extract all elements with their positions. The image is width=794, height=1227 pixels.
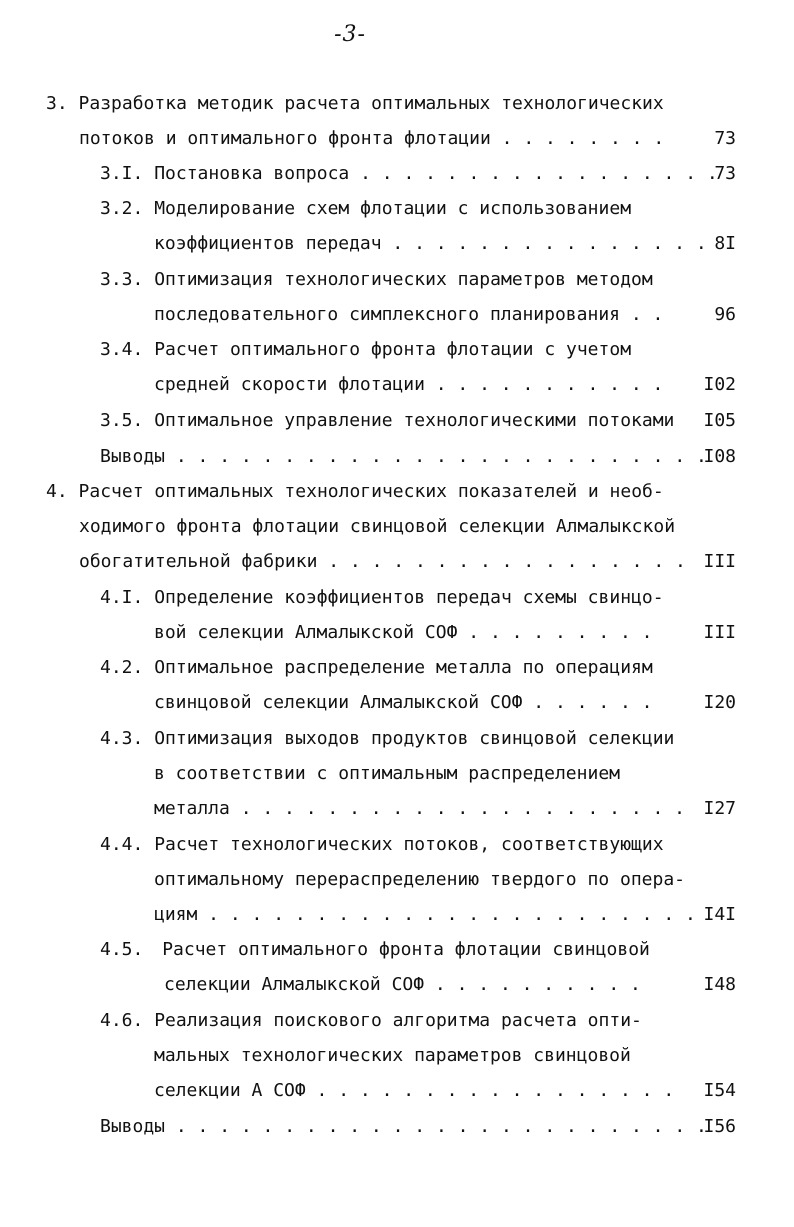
toc-entry-4-3-cont2: [154, 794, 736, 824]
toc-entry-3-5: [100, 406, 736, 436]
toc-entry-4-5: [100, 935, 736, 965]
toc-number: 3.2.: [100, 198, 144, 219]
toc-title-line: последовательного симплексного планирования . .: [154, 304, 664, 325]
toc-title-line: Реализация поискового алгоритма расчета опти-: [154, 1010, 642, 1031]
toc-entry-4-4-cont1: [154, 865, 736, 895]
toc-title-line: металла . . . . . . . . . . . . . . . . . . . . .: [154, 798, 686, 819]
toc-title-line: Выводы . . . . . . . . . . . . . . . . . . . . . . . . .: [100, 1116, 707, 1137]
toc-number: 4.4.: [100, 834, 144, 855]
toc-entry-4-6: [100, 1006, 736, 1036]
toc-page: I4I: [703, 904, 736, 925]
toc-title-line: вой селекции Алмалыкской СОФ . . . . . . . . .: [154, 622, 653, 643]
toc-entry-3-3-cont: [154, 300, 736, 330]
toc-title-line: средней скорости флотации . . . . . . . . . . .: [154, 374, 664, 395]
toc-entry-4-1-cont: [154, 618, 736, 648]
toc-number: 3.3.: [100, 269, 144, 290]
toc-title-line: селекции Алмалыкской СОФ . . . . . . . . . .: [164, 974, 641, 995]
toc-title-line: Определение коэффициентов передач схемы свинцо-: [154, 587, 664, 608]
toc-title-line: Оптимальное распределение металла по операциям: [154, 657, 653, 678]
toc-title-line: Расчет технологических потоков, соответствующих: [154, 834, 664, 855]
toc-title-line: ходимого фронта флотации свинцовой селекции Алмалыкской: [79, 516, 676, 537]
toc-entry-4-6-cont2: [154, 1076, 736, 1106]
toc-page: 96: [714, 304, 736, 325]
toc-entry-3-2-cont: [154, 229, 736, 259]
toc-number: 4.2.: [100, 657, 144, 678]
toc-number: 4.: [46, 481, 68, 502]
toc-entry-4-1: [100, 583, 736, 613]
toc-entry-4-4: [100, 830, 736, 860]
toc-entry-4-4-cont2: [154, 900, 736, 930]
toc-title-line: Оптимизация технологических параметров методом: [154, 269, 653, 290]
toc-entry-4-2-cont: [154, 688, 736, 718]
toc-page: I02: [703, 374, 736, 395]
toc-entry-4-3: [100, 724, 736, 754]
toc-entry-4-cont2: [79, 547, 736, 577]
toc-title-line: Разработка методик расчета оптимальных технологических: [78, 93, 664, 114]
toc-title-line: Расчет оптимальных технологических показателей и необ-: [78, 481, 664, 502]
toc-title-line: Оптимизация выходов продуктов свинцовой селекции: [154, 728, 675, 749]
toc-entry-4-6-cont1: [154, 1041, 736, 1071]
toc-entry-4-2: [100, 653, 736, 683]
toc-number: 3.4.: [100, 339, 144, 360]
toc-entry-3-1: [100, 159, 736, 189]
page-number: -3-: [334, 22, 366, 47]
toc-title-line: обогатительной фабрики . . . . . . . . . . . . . . . . .: [79, 551, 686, 572]
toc-number: 3.I.: [100, 163, 144, 184]
toc-title-line: циям . . . . . . . . . . . . . . . . . . . . . . .: [154, 904, 696, 925]
toc-page: 8I: [714, 233, 736, 254]
toc-title-line: Постановка вопроса . . . . . . . . . . . . . . . . .: [154, 163, 718, 184]
toc-entry-3-4-cont: [154, 370, 736, 400]
toc-title-line: Моделирование схем флотации с использованием: [154, 198, 632, 219]
toc-page: I54: [703, 1080, 736, 1101]
toc-entry-3-2: [100, 194, 736, 224]
toc-number: 4.3.: [100, 728, 144, 749]
toc-entry-4-cont1: [79, 512, 736, 542]
toc-page: 73: [714, 128, 736, 149]
toc-entry-conclusions-4: [100, 1112, 736, 1142]
toc-number: 3.5.: [100, 410, 144, 431]
toc-number: 3.: [46, 93, 68, 114]
toc-title-line: Расчет оптимального фронта флотации свинцовой: [162, 939, 650, 960]
toc-entry-3-4: [100, 335, 736, 365]
toc-title-line: в соответствии с оптимальным распределением: [154, 763, 620, 784]
toc-title-line: Выводы . . . . . . . . . . . . . . . . . . . . . . . . .: [100, 446, 707, 467]
toc-title-line: свинцовой селекции Алмалыкской СОФ . . . . . .: [154, 692, 653, 713]
toc-entry-4: [46, 477, 736, 507]
toc-entry-4-5-cont: [164, 970, 736, 1000]
toc-page: III: [703, 622, 736, 643]
toc-page: I56: [703, 1116, 736, 1137]
toc-entry-3-3: [100, 265, 736, 295]
toc-entry-3-cont: [79, 124, 736, 154]
toc-page: 73: [714, 163, 736, 184]
toc-entry-conclusions-3: [100, 442, 736, 472]
toc-page: I27: [703, 798, 736, 819]
toc-title-line: оптимальному перераспределению твердого по опера-: [154, 869, 686, 890]
toc-page: I08: [703, 446, 736, 467]
toc-title-line: коэффициентов передач . . . . . . . . . . . . . . .: [154, 233, 707, 254]
toc-page: I05: [703, 410, 736, 431]
toc-number: 4.5.: [100, 939, 144, 960]
toc-entry-4-3-cont1: [154, 759, 736, 789]
toc-title-line: Расчет оптимального фронта флотации с учетом: [154, 339, 632, 360]
toc-number: 4.6.: [100, 1010, 144, 1031]
toc-number: 4.I.: [100, 587, 144, 608]
toc-title-line: Оптимальное управление технологическими потоками: [154, 410, 675, 431]
toc-page: I20: [703, 692, 736, 713]
toc-page: I48: [703, 974, 736, 995]
toc-title-line: селекции А СОФ . . . . . . . . . . . . . . . . .: [154, 1080, 675, 1101]
toc-title-line: мальных технологических параметров свинцовой: [154, 1045, 631, 1066]
toc-page: III: [703, 551, 736, 572]
toc-entry-3: [46, 89, 736, 119]
toc-title-line: потоков и оптимального фронта флотации . . . . . . . .: [79, 128, 665, 149]
